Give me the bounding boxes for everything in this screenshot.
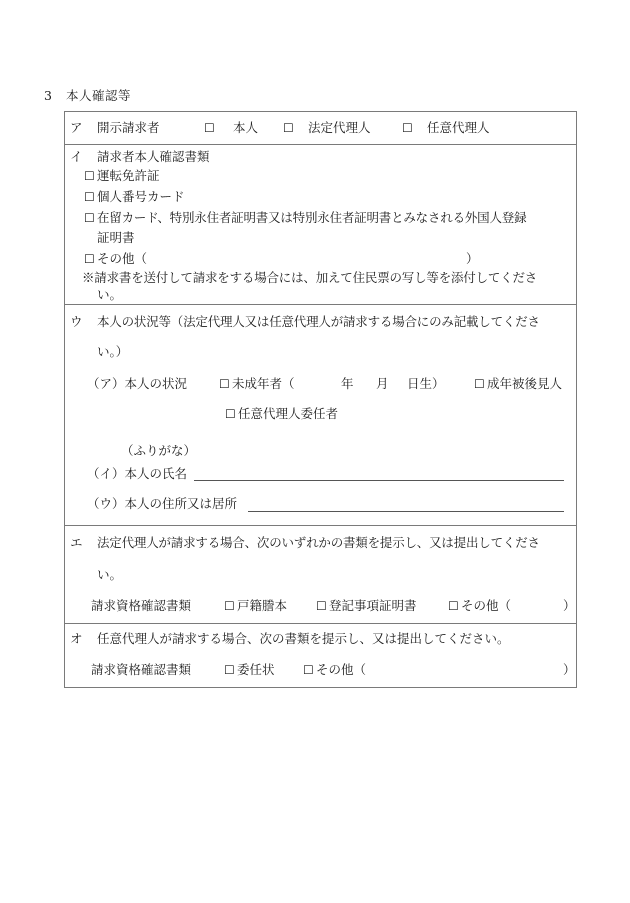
- option-other-voluntary: その他（: [316, 662, 367, 677]
- option-adult-guardian: 成年被後見人: [487, 376, 563, 391]
- option-legal-agent-label: 法定代理人: [308, 120, 371, 135]
- option-minor: 未成年者（: [232, 376, 295, 391]
- row-marker: ウ: [70, 314, 83, 329]
- checkbox-registry-certificate[interactable]: ☐: [316, 599, 327, 613]
- requester-type-row: [65, 112, 576, 145]
- furigana-label: （ふりがな）: [121, 443, 197, 458]
- checkbox-legal-agent[interactable]: ☐: [283, 121, 294, 135]
- option-voluntary-agent-label: 任意代理人: [427, 120, 490, 135]
- identity-verification-form: [64, 111, 577, 688]
- option-registry-certificate: 登記事項証明書: [329, 598, 417, 613]
- checkbox-minor[interactable]: ☐: [219, 377, 230, 391]
- legal-agent-instruction-continued: い。: [97, 567, 123, 582]
- identity-document-label: 請求者本人確認書類: [97, 149, 210, 164]
- other-document-close-paren: ）: [466, 251, 479, 266]
- requester-label: 開示請求者: [97, 120, 160, 135]
- option-drivers-license: 運転免許証: [97, 168, 160, 183]
- option-residence-card-continued: 証明書: [97, 230, 135, 245]
- other-voluntary-close-paren: ）: [563, 662, 576, 677]
- qualification-doc-label: 請求資格確認書類: [91, 598, 192, 613]
- checkbox-drivers-license[interactable]: ☐: [84, 169, 95, 183]
- identity-document-row: [65, 145, 576, 305]
- option-other-document: その他（: [97, 251, 148, 266]
- birth-month-label: 月: [376, 376, 389, 391]
- row-marker: イ: [70, 149, 83, 164]
- checkbox-self[interactable]: ☐: [204, 121, 215, 135]
- option-voluntary-principal: 任意代理人委任者: [238, 406, 339, 421]
- principal-status-row: [65, 305, 576, 526]
- principal-name-field[interactable]: [194, 480, 564, 481]
- checkbox-power-of-attorney[interactable]: ☐: [224, 663, 235, 677]
- section-number: 3: [44, 88, 53, 103]
- principal-name-label: （イ）本人の氏名: [87, 466, 188, 481]
- option-other-qualification: その他（: [461, 598, 512, 613]
- other-qualification-close-paren: ）: [563, 598, 576, 613]
- checkbox-other-voluntary[interactable]: ☐: [303, 663, 314, 677]
- checkbox-voluntary-principal[interactable]: ☐: [225, 407, 236, 421]
- checkbox-other-qualification[interactable]: ☐: [448, 599, 459, 613]
- birth-day-label: 日生）: [407, 376, 445, 391]
- legal-agent-instruction: 法定代理人が請求する場合、次のいずれかの書類を提示し、又は提出してくださ: [97, 535, 540, 550]
- mail-request-note-continued: い。: [97, 287, 123, 302]
- checkbox-voluntary-agent[interactable]: ☐: [402, 121, 413, 135]
- checkbox-residence-card[interactable]: ☐: [84, 211, 95, 225]
- option-power-of-attorney: 委任状: [237, 662, 275, 677]
- checkbox-my-number-card[interactable]: ☐: [84, 190, 95, 204]
- qualification-doc-label: 請求資格確認書類: [91, 662, 192, 677]
- principal-status-heading-continued: い。）: [97, 344, 129, 359]
- voluntary-agent-documents-row: [65, 624, 576, 688]
- option-my-number-card: 個人番号カード: [97, 189, 185, 204]
- principal-address-field[interactable]: [248, 511, 564, 512]
- principal-status-label: （ア）本人の状況: [87, 376, 188, 391]
- voluntary-agent-instruction: 任意代理人が請求する場合、次の書類を提示し、又は提出してください。: [97, 631, 510, 646]
- option-self-label: 本人: [233, 120, 259, 135]
- checkbox-other-document[interactable]: ☐: [84, 252, 95, 266]
- section-title: 本人確認等: [66, 88, 132, 103]
- checkbox-adult-guardian[interactable]: ☐: [474, 377, 485, 391]
- row-marker: オ: [70, 631, 83, 646]
- principal-address-label: （ウ）本人の住所又は居所: [87, 496, 238, 511]
- option-residence-card: 在留カード、特別永住者証明書又は特別永住者証明書とみなされる外国人登録: [97, 210, 527, 225]
- row-marker: ア: [70, 120, 83, 135]
- principal-status-heading: 本人の状況等（法定代理人又は任意代理人が請求する場合にのみ記載してくださ: [97, 314, 540, 329]
- checkbox-family-register[interactable]: ☐: [224, 599, 235, 613]
- mail-request-note: ※請求書を送付して請求をする場合には、加えて住民票の写し等を添付してくださ: [82, 270, 538, 285]
- section-heading: [44, 86, 131, 104]
- legal-agent-documents-row: [65, 526, 576, 624]
- row-marker: エ: [70, 535, 83, 550]
- birth-year-label: 年: [341, 376, 354, 391]
- option-family-register: 戸籍謄本: [237, 598, 288, 613]
